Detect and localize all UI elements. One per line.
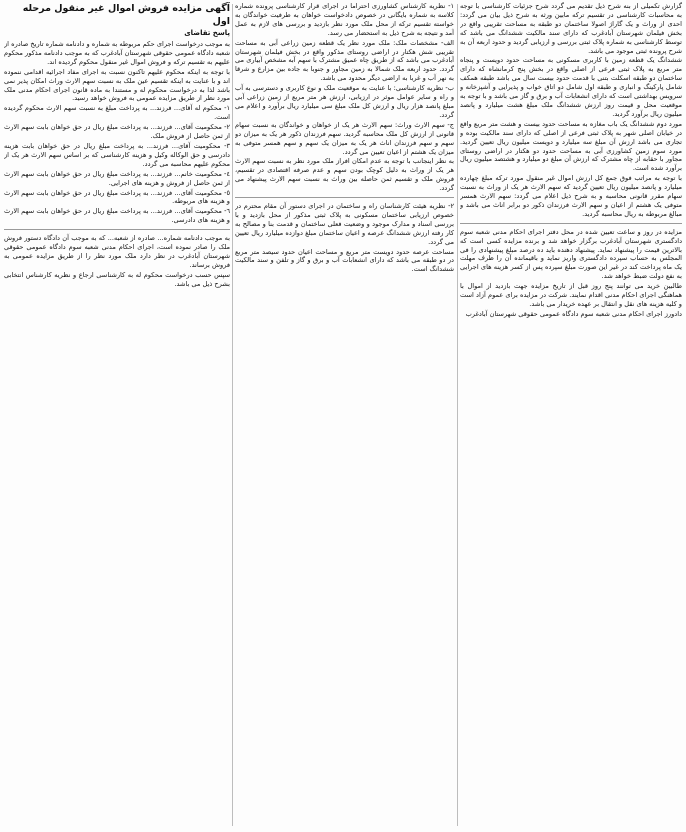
paragraph: به موجب دادنامه شماره... صادره از شعبه... که به موجب آن دادگاه دستور فروش ملک را صادر نموده است، اجرای احکام مدنی شعبه سوم دادگاه عمومی حقوقی شهرستان آبادغرب در نظر دارد ملک مورد نظر را از طریق مزایده عمومی به فروش برساند.	[4, 234, 230, 269]
paragraph: سپس حسب درخواست محکوم له به کارشناسی ارجاع و نظریه کارشناس انتخابی بشرح ذیل می باشد.	[4, 270, 230, 288]
paragraph: به نظر اینجانب با توجه به عدم امکان افراز ملک مورد نظر به نسبت سهم الارث هر یک از وراث به دلیل کوچک بودن سهم و عدم صرفه اقتصادی در تقسیم، فروش ملک و تقسیم ثمن حاصله بین وراث به نسبت سهم الارث پیشنهاد می گردد.	[235, 157, 454, 193]
paragraph: ٢- نظریه هیئت کارشناسان راه و ساختمان در اجرای دستور آن مقام محترم در خصوص ارزیابی ساختمان مسکونی به پلاک ثبتی مذکور از محل بازدید و با بررسی اسناد و مدارک موجود و وضعیت فعلی ساختمان و قدمت بنا و مصالح به کار رفته ارزش ششدانگ عرصه و اعیان ساختمان مبلغ دوازده میلیارد ریال تعیین می گردد.	[235, 202, 454, 246]
column-divider	[457, 4, 458, 826]
paragraph: مساحت عرصه حدود دویست متر مربع و مساحت اعیان حدود سیصد متر مربع در دو طبقه می باشد که دارای انشعابات آب و برق و گاز و تلفن و سند مالکیت ششدانگ است.	[235, 247, 454, 274]
paragraph: طالبین خرید می توانند پنج روز قبل از تاریخ مزایده جهت بازدید از اموال با هماهنگی اجرای احکام مدنی اقدام نمایند. شرکت در مزایده برای عموم آزاد است و کلیه هزینه های نقل و انتقال بر عهده خریدار می باشد.	[460, 282, 682, 308]
paragraph: مورد دوم ششدانگ یک باب مغازه به مساحت حدود بیست و هشت متر مربع واقع در خیابان اصلی شهر به پلاک ثبتی فرعی از اصلی که دارای سند مالکیت بوده و تجاری می باشد ارزش آن مبلغ سه میلیارد و دویست میلیون ریال تعیین گردید. مورد سوم زمین کشاورزی آبی به مساحت حدود دو هکتار در اراضی روستای مجاور با حقابه از چاه مشترک که ارزش آن مبلغ دو میلیارد و هشتصد میلیون ریال برآورد شده است.	[460, 119, 682, 173]
section-divider	[235, 197, 454, 198]
ad-title: آگهی مزایده فروش اموال غیر منقول مرحله اول	[22, 3, 230, 27]
section-divider	[4, 229, 230, 230]
paragraph: ٢- محکومیت آقای... فرزند... به پرداخت مبلغ ریال در حق خواهان بابت سهم الارث از ثمن حاصل از فروش ملک.	[4, 123, 230, 141]
paragraph: ج- سهم الارث وراث: سهم الارث هر یک از خواهان و خواندگان به نسبت سهام قانونی از ارزش کل ملک محاسبه گردید. سهم فرزندان ذکور هر یک به میزان دو سهم و سهم فرزندان اناث هر یک به میزان یک سهم و سهم همسر متوفی به میزان یک هشتم از اعیان تعیین می گردد.	[235, 120, 454, 156]
paragraph: ١- نظریه کارشناس کشاورزی احتراما در اجرای قرار کارشناسی پرونده شماره کلاسه به شماره بایگانی در خصوص دادخواست خواهان به طرفیت خواندگان به خواسته تقسیم ترکه از محل ملک مورد نظر بازدید و بررسی های لازم به عمل آمد و نتیجه به شرح ذیل به استحضار می رسد.	[235, 2, 454, 37]
paragraph: ٤- محکومیت خانم... فرزند... به پرداخت مبلغ ریال در حق خواهان بابت سهم الارث از ثمن حاصل از فروش و هزینه های اجرایی.	[4, 169, 230, 187]
signature-line: دادورز اجرای احکام مدنی شعبه سوم دادگاه عمومی حقوقی شهرستان آبادغرب	[465, 309, 682, 318]
column-middle	[235, 2, 454, 828]
paragraph: گزارش تکمیلی از بنه شرح ذیل تقدیم می گردد شرح جزئیات کارشناسی با توجه به محاسبات کارشناسی در تقسیم ترکه مابین ورثه به شرح ذیل بیان می گردد: احدی از وراث و یک گاراژ اصولا ساختمان دو طبقه به مساحت تقریبی واقع در بخش فیلمان شهرستان آبادغرب که دارای سند مالکیت ششدانگ می باشد که توسط کارشناسی به شماره پلاک ثبتی بررسی و ارزیابی گردید و حدود اربعه آن به شرح پرونده ثبتی موجود می باشد.	[460, 2, 682, 55]
section-divider	[460, 223, 682, 224]
paragraph: ٥- محکومیت آقای... فرزند... به پرداخت مبلغ ریال در حق خواهان بابت سهم الارث و هزینه های مربوطه.	[4, 188, 230, 206]
case-number: پاسخ تقاضای	[184, 29, 230, 37]
paragraph: به موجب درخواست اجرای حکم مربوطه به شماره و دادنامه شماره تاریخ صادره از شعبه دادگاه عمومی حقوقی شهرستان آبادغرب که به موجب دادنامه مذکور محکوم علیهم به تقسیم ترکه و فروش اموال غیر منقول محکوم گردیده اند.	[4, 40, 230, 66]
column-left	[4, 2, 230, 828]
paragraph: با توجه به مراتب فوق جمع کل ارزش اموال غیر منقول مورد ترکه مبلغ چهارده میلیارد و پانصد میلیون ریال تعیین گردید که سهم الارث هر یک از وراث به نسبت سهام مقرر قانونی محاسبه و به شرح ذیل اعلام می گردد: سهم الارث همسر متوفی یک هشتم از اعیان و سهم الارث فرزندان ذکور دو برابر اناث می باشد و مبالغ مربوطه به ریال محاسبه گردید.	[460, 174, 682, 218]
paragraph: ب- نظریه کارشناسی: با عنایت به موقعیت ملک و نوع کاربری و دسترسی به آب و راه و سایر عوامل موثر در ارزیابی، ارزش هر متر مربع از زمین زراعی آبی مبلغ پانصد هزار ریال و ارزش کل ملک مبلغ سی میلیارد ریال برآورد و اعلام می گردد.	[235, 84, 454, 119]
paragraph: ششدانگ یک قطعه زمین با کاربری مسکونی به مساحت حدود دویست و پنجاه متر مربع به پلاک ثبتی فرعی از اصلی واقع در بخش پنج کرمانشاه که دارای ساختمان دو طبقه اسکلت بتنی با قدمت حدود بیست سال می باشد طبقه همکف شامل پارکینگ و انباری و طبقه اول شامل دو اتاق خواب و پذیرایی و آشپزخانه و سرویس بهداشتی است که دارای انشعابات آب و برق و گاز می باشد و با توجه به موقعیت محل و قیمت روز ارزش ششدانگ ملک مبلغ هشت میلیارد و پانصد میلیون ریال برآورد گردید.	[460, 56, 682, 118]
paragraph: الف- مشخصات ملک: ملک مورد نظر یک قطعه زمین زراعی آبی به مساحت تقریبی شش هکتار در اراضی روستای مذکور واقع در بخش فیلمان شهرستان آبادغرب می باشد که از طریق چاه عمیق مشترک با سهم آبه مشخص آبیاری می گردد. حدود اربعه ملک شمالا به زمین مجاور و جنوبا به جاده بین مزارع و شرقا به نهر آب و غربا به اراضی دیگر محدود می باشد.	[235, 38, 454, 83]
paragraph: ٦- محکومیت آقای... فرزند... به پرداخت مبلغ ریال در حق خواهان بابت سهم الارث و هزینه های دادرسی.	[4, 207, 230, 225]
paragraph: ١- محکوم له آقای... فرزند... به پرداخت مبلغ به نسبت سهم الارث محکوم گردیده است.	[4, 104, 230, 122]
paragraph: ٣- محکومیت آقای... فرزند... به پرداخت مبلغ ریال در حق خواهان بابت هزینه دادرسی و حق الوکاله وکیل و هزینه کارشناسی که بر اساس سهم الارث هر یک از محکوم علیهم محاسبه می گردد.	[4, 141, 230, 168]
column-divider	[232, 4, 233, 826]
paragraph: مزایده در روز و ساعت تعیین شده در محل دفتر اجرای احکام مدنی شعبه سوم دادگستری شهرستان آبادغرب برگزار خواهد شد و برنده مزایده کسی است که بالاترین قیمت را پیشنهاد نماید. پیشنهاد دهنده باید ده درصد مبلغ پیشنهادی را فی المجلس به حساب سپرده دادگستری واریز نماید و باقیمانده آن را ظرف مهلت یک ماه پرداخت کند در غیر این صورت مبلغ سپرده پس از کسر هزینه های اجرایی به نفع دولت ضبط خواهد شد.	[460, 227, 682, 281]
column-right	[460, 2, 682, 828]
paragraph: با توجه به اینکه محکوم علیهم تاکنون نسبت به اجرای مفاد اجرائیه اقدامی ننموده اند و با عنایت به اینکه تقسیم عین ملک به نسبت سهم الارث وراث امکان پذیر نمی باشد لذا به درخواست محکوم له و مستندا به ماده قانون اجرای احکام مدنی ملک مورد نظر از طریق مزایده عمومی به فروش خواهد رسید.	[4, 67, 230, 103]
